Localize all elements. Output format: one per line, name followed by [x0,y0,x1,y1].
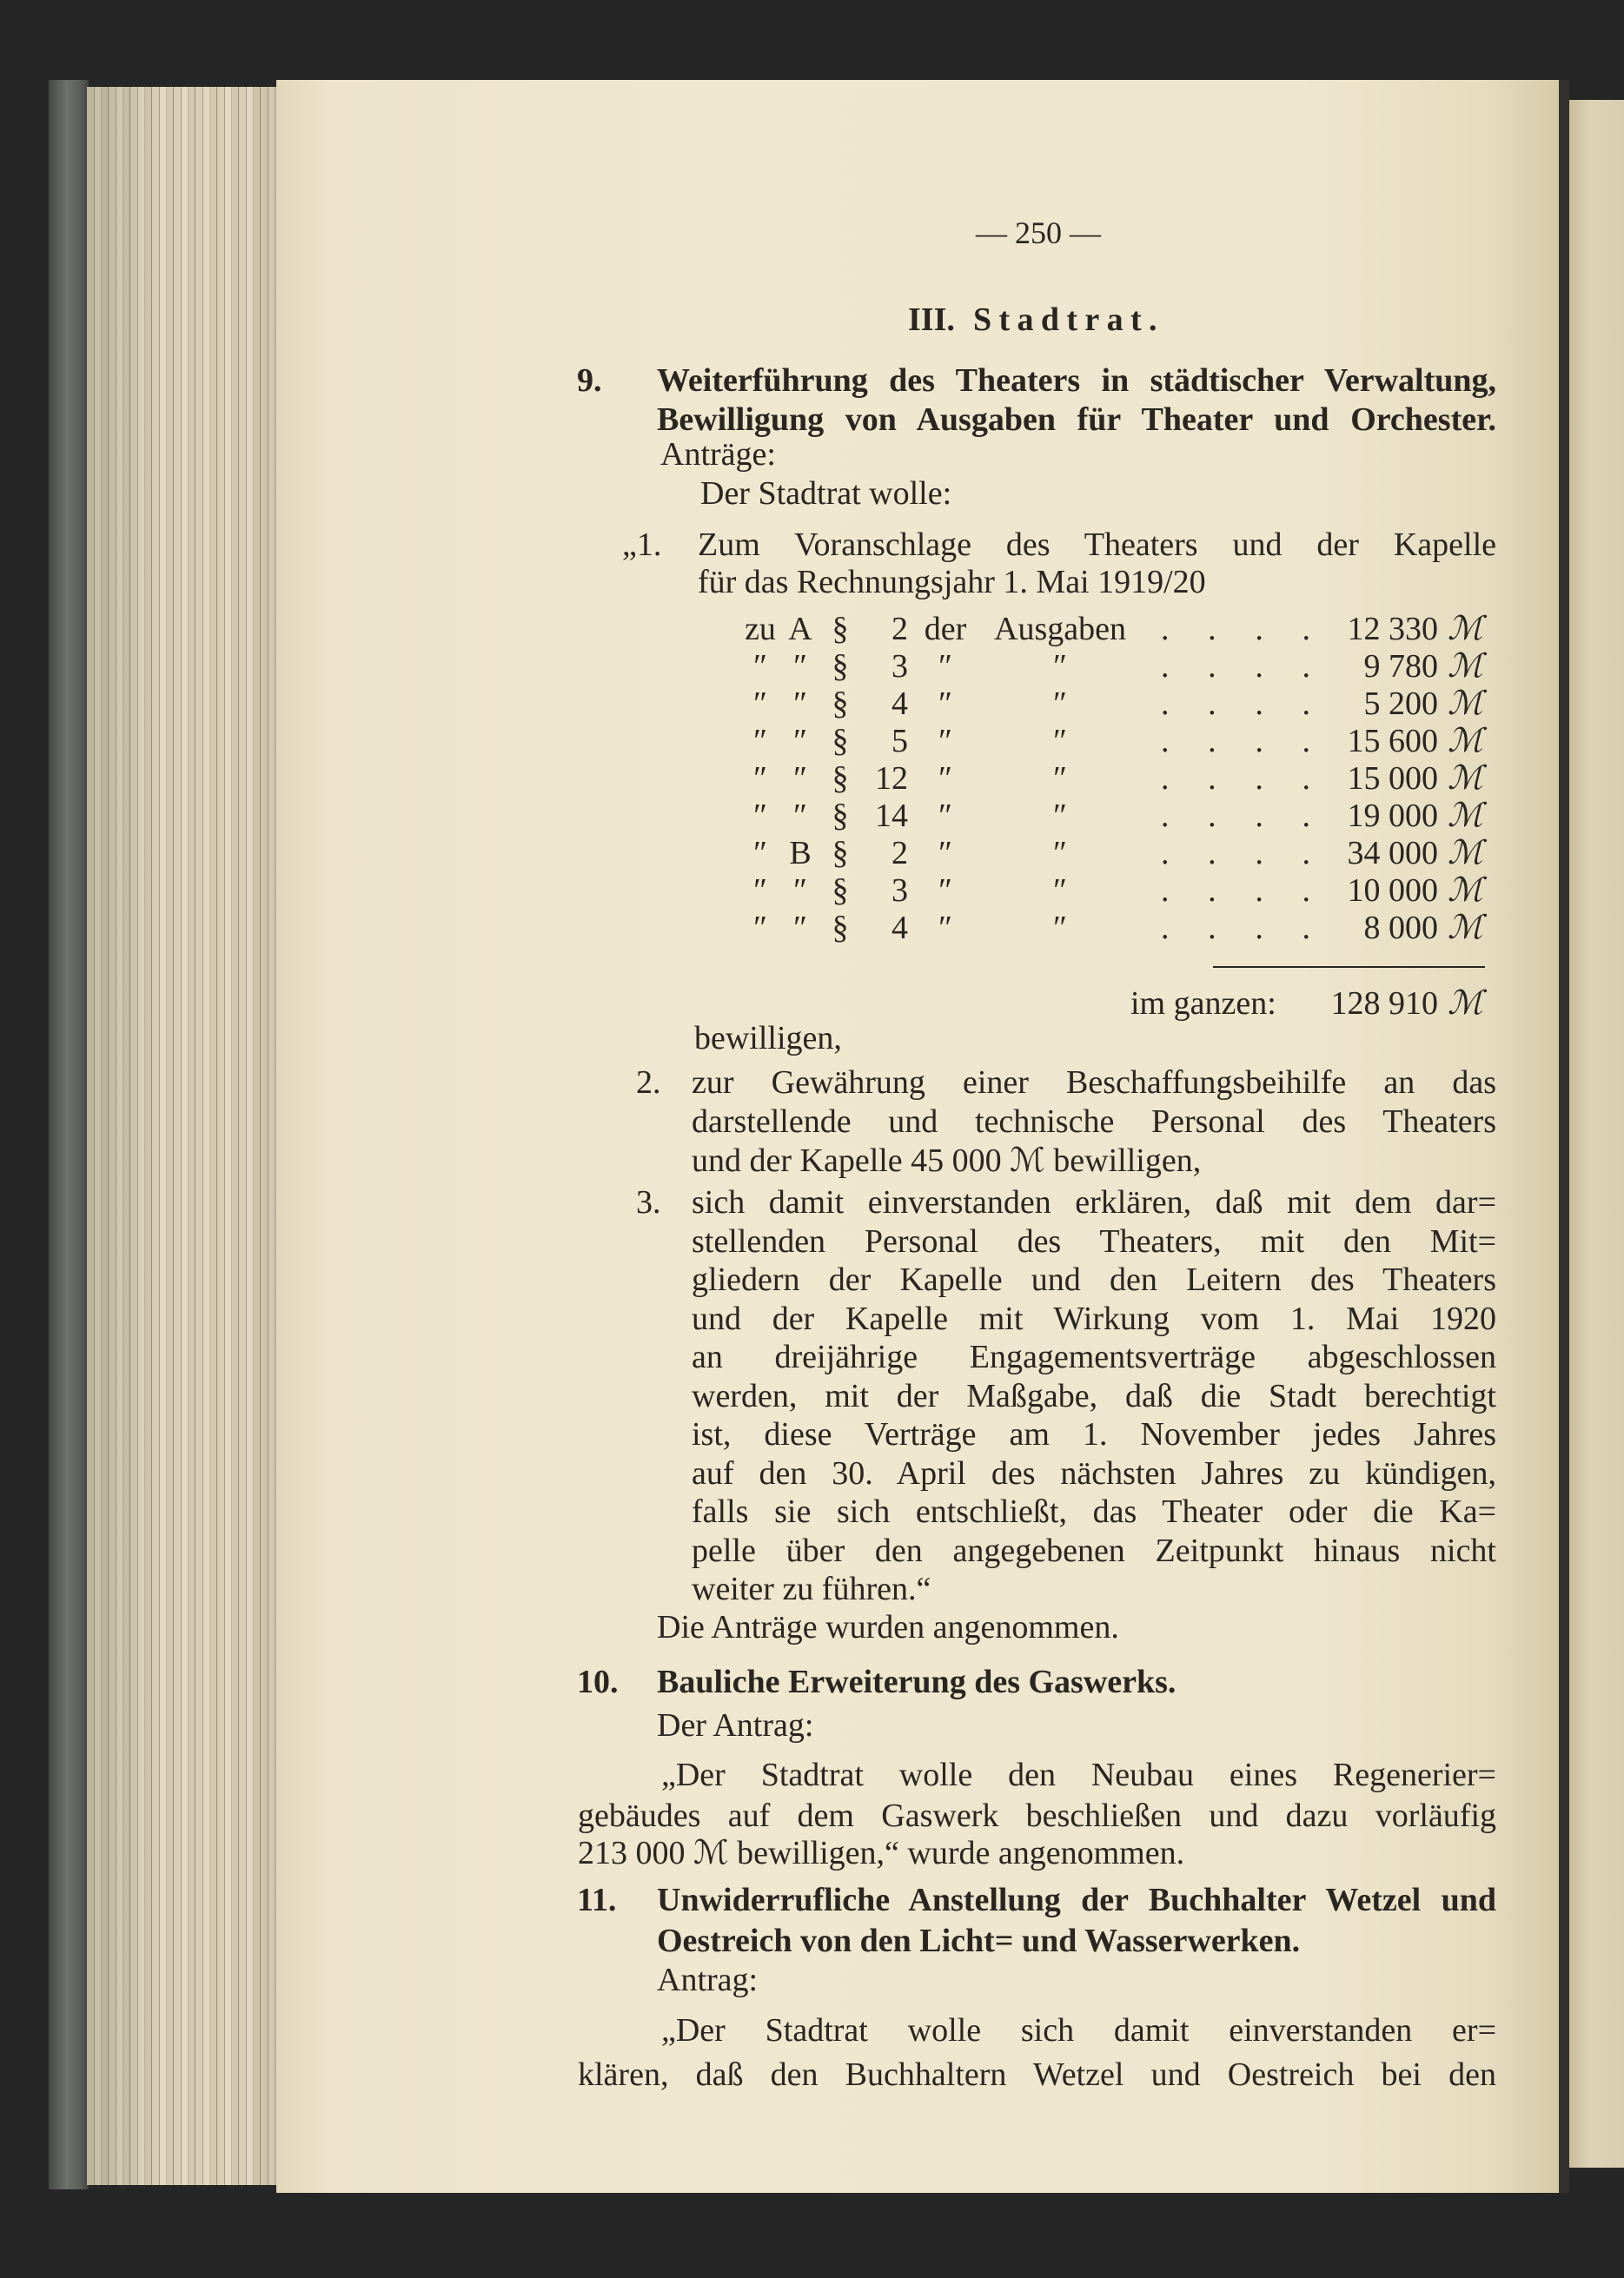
cell-category: ″ [1053,835,1067,871]
motion-text-line: „Der Stadtrat wolle sich damit einverstanden er= [661,2012,1496,2049]
cell-paragraph-sign: § [832,872,849,909]
cell-paragraph-number: 2 [892,835,908,871]
page-number: — 250 — [976,215,1101,250]
budget-row [0,759,1624,798]
cell-amount: 19 000 [1347,798,1438,834]
cell-leader-dots: . . . . [1161,760,1310,797]
cell-prefix: ″ [753,760,767,797]
cell-paragraph-sign: § [832,910,849,946]
cell-leader-dots: . . . . [1161,723,1310,759]
mark-sign: ℳ [1448,723,1483,759]
point-text-line: ist, diese Verträge am 1. November jedes Jahres [692,1416,1496,1453]
point-number: „1. [622,526,662,563]
cell-part: ″ [793,685,807,722]
point-text-line: an dreijährige Engagementsverträge abgeschlossen [692,1339,1496,1375]
point-closing: bewilligen, [694,1020,842,1056]
cell-prefix: ″ [753,910,767,946]
budget-total-row [0,984,1624,1023]
cell-leader-dots: . . . . [1161,835,1310,871]
cell-paragraph-sign: § [832,648,849,685]
cell-category: ″ [1053,723,1067,759]
cell-article: ″ [938,760,952,797]
cell-amount: 15 600 [1347,723,1438,759]
mark-sign: ℳ [1448,760,1483,797]
page-stack-edges [87,87,278,2185]
resolution-text: Die Anträge wurden angenommen. [657,1609,1119,1646]
cell-prefix: ″ [753,835,767,871]
cell-amount: 5 200 [1363,685,1438,722]
cell-part: A [788,611,812,647]
cell-paragraph-sign: § [832,611,849,647]
cell-paragraph-number: 2 [892,611,908,647]
cell-article: ″ [938,910,952,946]
cell-part: B [789,835,812,871]
cell-article: ″ [938,685,952,722]
budget-row [0,797,1624,836]
point-text-line: sich damit einverstanden erklären, daß mit dem dar= [692,1184,1496,1221]
item-number: 11. [577,1882,617,1918]
cell-amount: 8 000 [1363,910,1438,946]
cell-amount: 12 330 [1347,611,1438,647]
cell-category: ″ [1053,760,1067,797]
budget-row [0,834,1624,873]
cell-part: ″ [793,872,807,909]
cell-paragraph-sign: § [832,760,849,797]
cell-paragraph-number: 12 [875,760,908,797]
point-text-line: gliedern der Kapelle und den Leitern des Theaters [692,1262,1496,1298]
cell-part: ″ [793,648,807,685]
cell-leader-dots: . . . . [1161,611,1310,647]
item-title-line: Bewilligung von Ausgaben für Theater und Orchester. [657,401,1496,438]
cell-amount: 10 000 [1347,872,1438,909]
cell-paragraph-number: 14 [875,798,908,834]
cell-article: ″ [938,723,952,759]
cell-paragraph-sign: § [832,835,849,871]
sum-rule [1213,966,1485,968]
point-text-line: für das Rechnungsjahr 1. Mai 1919/20 [698,564,1206,600]
cell-paragraph-sign: § [832,685,849,722]
cell-paragraph-sign: § [832,723,849,759]
cell-leader-dots: . . . . [1161,872,1310,909]
book-cover-edge [49,80,89,2189]
total-label: im ganzen: [1130,985,1276,1022]
cell-category: ″ [1053,910,1067,946]
point-number: 3. [636,1184,661,1221]
book-gutter [1559,80,1569,2193]
cell-article: ″ [938,798,952,834]
cell-leader-dots: . . . . [1161,648,1310,685]
cell-article: ″ [938,835,952,871]
motions-label: Antrag: [657,1962,759,1998]
item-title-line: Bauliche Erweiterung des Gaswerks. [657,1664,1177,1700]
cell-prefix: ″ [753,648,767,685]
cell-prefix: zu [745,611,776,647]
cell-paragraph-number: 3 [892,872,908,909]
cell-amount: 34 000 [1347,835,1438,871]
point-text-line: darstellende und technische Personal des Theaters [692,1103,1496,1140]
mark-sign: ℳ [1448,611,1483,647]
point-text-line: und der Kapelle 45 000 ℳ bewilligen, [692,1142,1202,1179]
cell-prefix: ″ [753,798,767,834]
budget-row [0,909,1624,948]
item-title-line: Oestreich von den Licht= und Wasserwerken. [657,1923,1301,1959]
point-text-line: weiter zu führen.“ [692,1571,931,1607]
budget-row [0,610,1624,649]
section-title: Stadtrat. [973,301,1164,338]
total-amount: 128 910 [1330,985,1438,1022]
cell-category: ″ [1053,798,1067,834]
cell-prefix: ″ [753,685,767,722]
cell-prefix: ″ [753,872,767,909]
cell-article: ″ [938,872,952,909]
cell-category: ″ [1053,872,1067,909]
cell-paragraph-number: 3 [892,648,908,685]
section-numeral: III. [908,301,955,338]
cell-part: ″ [793,723,807,759]
motion-text-line: „Der Stadtrat wolle den Neubau eines Regenerier= [661,1757,1496,1793]
budget-row [0,647,1624,686]
cell-leader-dots: . . . . [1161,798,1310,834]
mark-sign: ℳ [1448,910,1483,946]
cell-amount: 15 000 [1347,760,1438,797]
point-text-line: und der Kapelle mit Wirkung vom 1. Mai 1920 [692,1301,1496,1337]
cell-paragraph-number: 4 [892,910,908,946]
point-text-line: stellenden Personal des Theaters, mit den Mit= [692,1223,1496,1260]
item-number: 10. [577,1664,619,1700]
mark-sign: ℳ [1448,798,1483,834]
cell-leader-dots: . . . . [1161,910,1310,946]
cell-category: ″ [1053,648,1067,685]
cell-article: der [924,611,967,647]
cell-category: Ausgaben [994,611,1126,647]
item-title-line: Weiterführung des Theaters in städtischer Verwaltung, [657,362,1496,399]
item-title-line: Unwiderrufliche Anstellung der Buchhalter Wetzel und [657,1882,1496,1918]
motion-intro: Der Stadtrat wolle: [700,475,952,512]
cell-category: ″ [1053,685,1067,722]
mark-sign: ℳ [1448,685,1483,722]
point-text-line: werden, mit der Maßgabe, daß die Stadt berechtigt [692,1378,1496,1414]
motion-text-line: gebäudes auf dem Gaswerk beschließen und dazu vorläufig [578,1798,1496,1834]
point-text-line: falls sie sich entschließt, das Theater oder die Ka= [692,1493,1496,1530]
point-number: 2. [636,1064,661,1101]
budget-row [0,685,1624,724]
cell-leader-dots: . . . . [1161,685,1310,722]
budget-row [0,871,1624,911]
cell-part: ″ [793,760,807,797]
cell-paragraph-number: 5 [892,723,908,759]
cell-part: ″ [793,798,807,834]
motion-text-line: klären, daß den Buchhaltern Wetzel und Oestreich bei den [578,2056,1496,2093]
cell-paragraph-sign: § [832,798,849,834]
cell-amount: 9 780 [1363,648,1438,685]
motions-label: Anträge: [660,436,776,473]
mark-sign: ℳ [1448,835,1483,871]
budget-row [0,722,1624,761]
mark-sign: ℳ [1448,985,1483,1022]
cell-article: ″ [938,648,952,685]
cell-part: ″ [793,910,807,946]
mark-sign: ℳ [1448,872,1483,909]
cell-prefix: ″ [753,723,767,759]
motions-label: Der Antrag: [657,1707,814,1744]
mark-sign: ℳ [1448,648,1483,685]
point-text-line: auf den 30. April des nächsten Jahres zu kündigen, [692,1455,1496,1492]
point-text-line: zur Gewährung einer Beschaffungsbeihilfe an das [692,1064,1496,1101]
item-number: 9. [577,362,602,399]
motion-text-line: 213 000 ℳ bewilligen,“ wurde angenommen. [578,1835,1185,1871]
point-text-line: pelle über den angegebenen Zeitpunkt hinaus nicht [692,1533,1496,1569]
facing-page-edge [1569,100,1624,2168]
cell-paragraph-number: 4 [892,685,908,722]
point-text-line: Zum Voranschlage des Theaters und der Kapelle [698,526,1496,563]
